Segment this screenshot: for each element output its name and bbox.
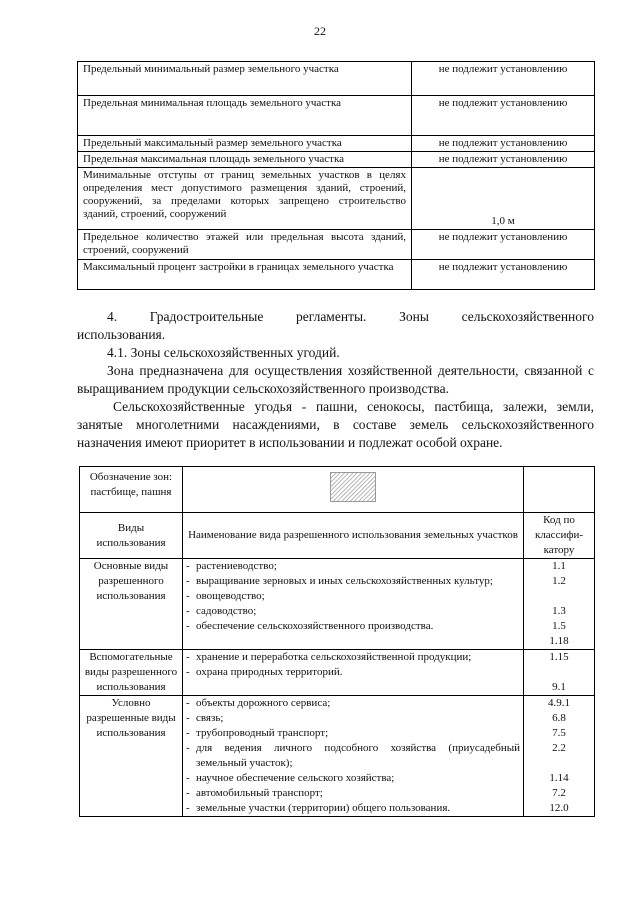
code: 1.1 <box>552 560 566 572</box>
table-row <box>80 467 595 513</box>
code: 2.2 <box>552 742 566 754</box>
col-header-name: Наименование вида разрешенного использования земельных участков <box>183 513 524 559</box>
code: 6.8 <box>552 712 566 724</box>
code: 1.14 <box>549 772 569 784</box>
section-heading-cont: использования. <box>77 327 166 342</box>
list-item: - обеспечение сельскохозяйственного производства. <box>186 620 434 632</box>
land-priority-paragraph: Сельскохозяйственные угодья - пашни, сенокосы, пастбища, залежи, земли, занятые многолетними насаждениями, в составе земель сельскохозяйственного назначения имеют приоритет в использовании и подлежат особой охране. <box>77 399 594 450</box>
zone-purpose-paragraph: Зона предназначена для осуществления хозяйственной деятельности, связанной с выращиванием продукции сельскохозяйственного производства. <box>77 363 594 396</box>
param-value: не подлежит установлению <box>412 260 595 290</box>
zone-symbol-cell <box>183 467 524 513</box>
code: 12.0 <box>549 802 569 814</box>
section-heading: 4. Градостроительные регламенты. Зоны сельскохозяйственного <box>107 309 594 324</box>
list-item: - трубопроводный транспорт; <box>186 727 329 739</box>
code: 7.5 <box>552 727 566 739</box>
list-item: - садоводство; <box>186 605 257 617</box>
table-row <box>78 152 595 168</box>
table-row <box>80 696 595 817</box>
list-item: - растениеводство; <box>186 560 277 572</box>
table-row <box>78 62 595 96</box>
use-codes <box>524 650 595 696</box>
code: 1.2 <box>552 575 566 587</box>
list-item: - земельные участки (территории) общего пользования. <box>186 802 451 814</box>
use-items <box>183 559 524 650</box>
param-label: Предельный максимальный размер земельного участка <box>78 136 412 152</box>
use-items <box>183 650 524 696</box>
zone-label: Обозначение зон: пастбище, пашня <box>80 467 183 513</box>
code: 1.3 <box>552 605 566 617</box>
use-type: Основные виды разрешенного использования <box>80 559 183 650</box>
code: 7.2 <box>552 787 566 799</box>
use-codes <box>524 696 595 817</box>
use-type: Вспомогательные виды разрешенного использования <box>80 650 183 696</box>
list-item: - автомобильный транспорт; <box>186 787 323 799</box>
table-row <box>78 136 595 152</box>
list-item: - для ведения личного подсобного хозяйства (приусадебный земельный участок); <box>186 742 520 769</box>
zone-table <box>79 466 595 817</box>
subsection-heading: 4.1. Зоны сельскохозяйственных угодий. <box>107 345 340 360</box>
param-value: не подлежит установлению <box>412 230 595 260</box>
param-value: 1,0 м <box>412 168 595 230</box>
section-text <box>77 308 594 452</box>
list-item: - связь; <box>186 712 224 724</box>
list-item: - овощеводство; <box>186 590 265 602</box>
table-row <box>78 230 595 260</box>
param-label: Предельный минимальный размер земельного участка <box>78 62 412 96</box>
param-value: не подлежит установлению <box>412 96 595 136</box>
param-label: Предельное количество этажей или предельная высота зданий, строений, сооружений <box>78 230 412 260</box>
code: 4.9.1 <box>548 697 570 709</box>
use-items <box>183 696 524 817</box>
table-row <box>78 96 595 136</box>
list-item: - объекты дорожного сервиса; <box>186 697 331 709</box>
param-value: не подлежит установлению <box>412 62 595 96</box>
use-codes <box>524 559 595 650</box>
table-row <box>80 513 595 559</box>
param-label: Предельная максимальная площадь земельного участка <box>78 152 412 168</box>
list-item: - выращивание зерновых и иных сельскохозяйственных культур; <box>186 575 493 587</box>
param-value: не подлежит установлению <box>412 136 595 152</box>
params-table <box>77 61 595 290</box>
page-number: 22 <box>314 24 326 38</box>
code: 1.18 <box>549 635 569 647</box>
param-value: не подлежит установлению <box>412 152 595 168</box>
empty-cell <box>524 467 595 513</box>
param-label: Минимальные отступы от границ земельных участков в целях определения мест допустимого размещения зданий, строений, сооружений, за пределами которых запрещено строительство зданий, строений, сооружений <box>78 168 412 230</box>
hatch-pattern-icon <box>330 472 376 502</box>
table-row <box>80 559 595 650</box>
list-item: - охрана природных территорий. <box>186 666 343 678</box>
table-row <box>80 650 595 696</box>
code: 9.1 <box>552 681 566 693</box>
code: 1.15 <box>549 651 569 663</box>
col-header-code: Код по классифи-катору <box>524 513 595 559</box>
param-label: Предельная минимальная площадь земельного участка <box>78 96 412 136</box>
col-header-type: Виды использования <box>80 513 183 559</box>
list-item: - хранение и переработка сельскохозяйственной продукции; <box>186 651 472 663</box>
param-label: Максимальный процент застройки в границах земельного участка <box>78 260 412 290</box>
list-item: - научное обеспечение сельского хозяйства; <box>186 772 395 784</box>
table-row <box>78 168 595 230</box>
code: 1.5 <box>552 620 566 632</box>
use-type: Условно разрешенные виды использования <box>80 696 183 817</box>
table-row <box>78 260 595 290</box>
